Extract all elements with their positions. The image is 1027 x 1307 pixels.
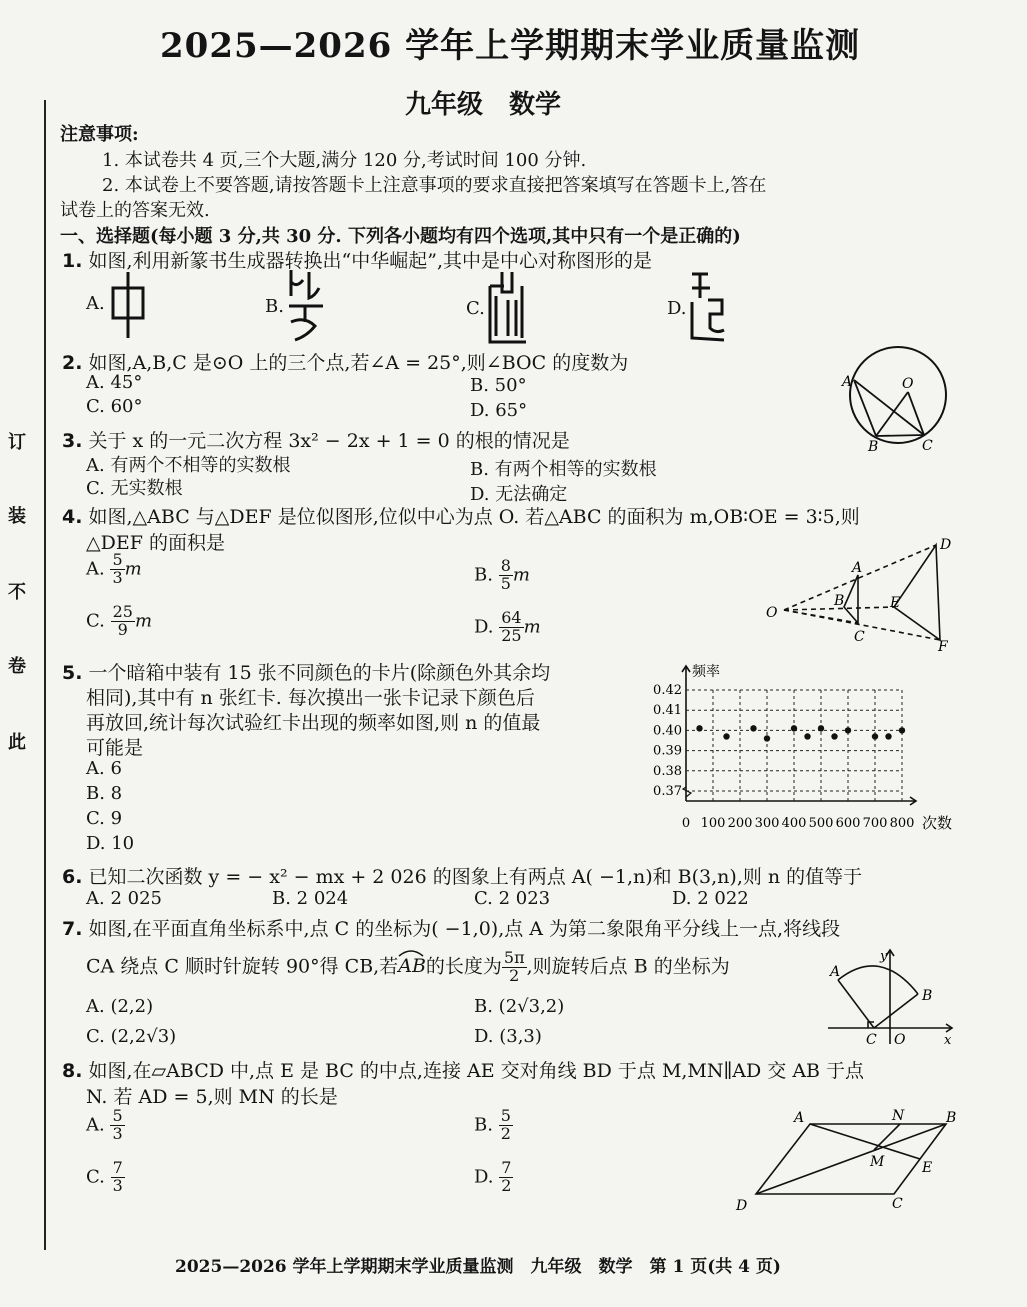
option: D. 10	[86, 833, 135, 854]
option: A. 2 025	[86, 888, 162, 909]
figure-label: E	[922, 1160, 933, 1176]
question-number: 3.	[62, 430, 83, 452]
data-point	[885, 733, 891, 739]
notice-item: 试卷上的答案无效.	[60, 200, 210, 221]
section-heading: 一、选择题(每小题 3 分,共 30 分. 下列各小题均有四个选项,其中只有一个是正确的)	[60, 226, 741, 247]
data-point	[764, 735, 770, 741]
fraction-option	[474, 1108, 513, 1143]
x-tick-label: 800	[889, 816, 915, 831]
binding-margin-line	[44, 100, 46, 1250]
question-4	[62, 502, 860, 529]
question-7	[62, 914, 840, 941]
option: D. 65°	[470, 400, 528, 421]
question-number: 2.	[62, 352, 83, 374]
numerator: 8	[500, 556, 511, 575]
question-number: 8.	[62, 1060, 83, 1082]
numerator: 7	[112, 1158, 123, 1177]
x-tick-label: 700	[862, 816, 888, 831]
y-tick-label: 0.42	[653, 683, 682, 698]
option-label: C.	[86, 1166, 105, 1188]
data-point	[723, 733, 729, 739]
denominator: 5	[500, 573, 511, 593]
option-label: A.	[86, 293, 105, 314]
arc-symbol	[398, 949, 424, 957]
figure-label: M	[870, 1154, 885, 1170]
figure-label: A	[852, 560, 863, 576]
x-tick-label: 200	[727, 816, 753, 831]
seal-char-qi-image	[688, 268, 728, 344]
binding-char: 装	[8, 506, 26, 527]
option: A. 有两个不相等的实数根	[86, 455, 291, 476]
figure-label: A	[830, 964, 841, 980]
figure-label: B	[834, 593, 845, 609]
fraction	[499, 1108, 513, 1143]
option-label: B.	[265, 296, 284, 317]
option-label: D.	[474, 616, 494, 638]
binding-char: 卷	[8, 656, 26, 677]
figure-label: E	[890, 595, 901, 611]
option: B. (2√3,2)	[474, 996, 565, 1017]
question-stem-cont: N. 若 AD = 5,则 MN 的长是	[86, 1086, 338, 1108]
denominator: 25	[501, 625, 522, 645]
data-point	[791, 725, 797, 731]
data-point	[804, 733, 810, 739]
option: C. (2,2√3)	[86, 1026, 177, 1047]
seal-char-hua-image	[285, 266, 330, 342]
question-stem-cont	[86, 950, 730, 985]
fraction-option	[474, 610, 541, 645]
question-8	[62, 1056, 864, 1083]
figure-label: A	[794, 1110, 805, 1126]
stem-part: CA 绕点 C 顺时针旋转 90°得 CB,若	[86, 955, 399, 978]
figure-label: B	[922, 988, 933, 1004]
frequency-chart	[640, 656, 970, 846]
numerator: 7	[501, 1158, 512, 1177]
x-tick-label: 300	[754, 816, 780, 831]
page-footer: 2025—2026 学年上学期期末学业质量监测 九年级 数学 第 1 页(共 4 页)	[175, 1257, 781, 1277]
y-tick-label: 0.39	[653, 743, 682, 759]
data-point	[899, 727, 905, 733]
y-tick-label: 0.37	[653, 784, 682, 799]
numerator: 5	[112, 550, 123, 569]
option: D. 无法确定	[470, 484, 568, 505]
option-label: B.	[474, 564, 493, 586]
figure-label: y	[880, 949, 888, 964]
question-stem: 如图,在平面直角坐标系中,点 C 的坐标为( −1,0),点 A 为第二象限角平分线上一点,将线段	[88, 918, 841, 940]
variable: m	[124, 558, 142, 580]
question-stem-cont: 相同),其中有 n 张红卡. 每次摸出一张卡记录下颜色后	[86, 687, 535, 709]
stem-part: 的长度为	[425, 955, 502, 978]
fraction	[111, 1160, 125, 1195]
fraction	[111, 604, 135, 639]
question-stem: 如图,A,B,C 是⊙O 上的三个点,若∠A = 25°,则∠BOC 的度数为	[88, 352, 629, 374]
option-label: D.	[667, 298, 687, 319]
question-stem: 如图,在▱ABCD 中,点 E 是 BC 的中点,连接 AE 交对角线 BD 于点 M,MN∥AD 交 AB 于点	[88, 1060, 865, 1082]
figure-label: B	[946, 1110, 957, 1126]
data-point	[696, 725, 702, 731]
question-stem-cont: 可能是	[86, 737, 144, 759]
x-tick-label: 500	[808, 816, 834, 831]
data-point	[872, 733, 878, 739]
stem-part: ,则旋转后点 B 的坐标为	[526, 955, 730, 978]
fraction-option	[86, 552, 142, 587]
denominator: 3	[112, 567, 123, 587]
question-3	[62, 426, 570, 453]
circle-figure	[838, 340, 958, 455]
fraction	[499, 558, 513, 593]
option: B. 有两个相等的实数根	[470, 459, 657, 480]
question-number: 7.	[62, 918, 83, 940]
variable: m	[523, 616, 541, 638]
binding-char: 订	[8, 432, 26, 453]
fraction	[499, 610, 523, 645]
parallelogram-figure	[728, 1102, 968, 1214]
option-label: C.	[466, 298, 485, 319]
denominator: 3	[112, 1175, 123, 1195]
numerator: 25	[112, 602, 133, 621]
option-label: B.	[474, 1114, 493, 1136]
fraction-option	[86, 604, 152, 639]
numerator: 5π	[503, 948, 525, 967]
x-axis-label: 次数	[922, 814, 953, 832]
seal-char-zhong-image	[108, 270, 148, 340]
fraction-option	[474, 1160, 513, 1195]
denominator: 9	[117, 619, 128, 639]
option-label: D.	[474, 1166, 494, 1188]
denominator: 2	[509, 965, 520, 985]
homothety-figure	[762, 535, 962, 655]
data-point	[845, 727, 851, 733]
fraction	[110, 1108, 124, 1143]
denominator: 2	[500, 1123, 511, 1143]
question-number: 1.	[62, 250, 83, 272]
exam-subtitle: 九年级 数学	[405, 90, 562, 120]
figure-label: O	[894, 1032, 906, 1048]
arc-notation	[398, 955, 426, 977]
option: A. 45°	[86, 372, 143, 393]
figure-label: O	[766, 605, 778, 621]
notice-item: 2. 本试卷上不要答题,请按答题卡上注意事项的要求直接把答案填写在答题卡上,答在	[102, 175, 767, 196]
notice-heading: 注意事项:	[60, 124, 139, 145]
option: C. 2 023	[474, 888, 551, 909]
x-tick-label: 100	[700, 816, 726, 831]
data-point	[831, 733, 837, 739]
fraction	[502, 950, 527, 985]
data-point	[818, 725, 824, 731]
figure-label: N	[892, 1108, 905, 1124]
figure-label: C	[892, 1196, 903, 1212]
arc-label: AB	[398, 955, 426, 978]
question-6	[62, 862, 862, 889]
option: D. 2 022	[672, 888, 749, 909]
fraction	[110, 552, 124, 587]
x-tick-label: 400	[781, 816, 807, 831]
figure-label: D	[736, 1198, 748, 1214]
question-number: 5.	[62, 662, 83, 684]
figure-label: O	[902, 376, 914, 392]
figure-label: C	[854, 629, 865, 645]
option-label: A.	[86, 1114, 105, 1136]
question-5	[62, 658, 550, 685]
fraction-option	[86, 1108, 125, 1143]
question-stem-cont: 再放回,统计每次试验红卡出现的频率如图,则 n 的值最	[86, 712, 541, 734]
y-axis-label: 频率	[692, 664, 720, 680]
data-point	[750, 725, 756, 731]
y-tick-label: 0.38	[653, 763, 682, 779]
question-stem-cont: △DEF 的面积是	[86, 532, 225, 554]
question-number: 4.	[62, 506, 83, 528]
variable: m	[134, 610, 153, 632]
question-stem: 一个暗箱中装有 15 张不同颜色的卡片(除颜色外其余均	[88, 662, 551, 684]
figure-label: F	[938, 639, 948, 655]
option-label: A.	[86, 558, 105, 580]
variable: m	[512, 564, 530, 586]
numerator: 5	[112, 1106, 123, 1125]
option: D. (3,3)	[474, 1026, 542, 1047]
option: B. 2 024	[272, 888, 349, 909]
x-tick-label: 0	[681, 816, 691, 831]
y-tick-label: 0.40	[653, 723, 682, 739]
option: C. 9	[86, 808, 123, 829]
figure-label: A	[842, 374, 853, 390]
notice-item: 1. 本试卷共 4 页,三个大题,满分 120 分,考试时间 100 分钟.	[102, 150, 587, 171]
option-label: C.	[86, 610, 105, 632]
numerator: 5	[500, 1106, 511, 1125]
question-stem: 如图,△ABC 与△DEF 是位似图形,位似中心为点 O. 若△ABC 的面积为 m,OB∶OE = 3∶5,则	[88, 506, 860, 528]
fraction-option	[86, 1160, 125, 1195]
numerator: 64	[501, 608, 522, 627]
question-2	[62, 348, 628, 375]
question-stem: 如图,利用新篆书生成器转换出“中华崛起”,其中是中心对称图形的是	[88, 250, 653, 272]
x-tick-label: 600	[835, 816, 861, 831]
fraction-option	[474, 558, 530, 593]
denominator: 3	[112, 1123, 123, 1143]
exam-title: 2025—2026 学年上学期期末学业质量监测	[160, 26, 861, 66]
y-tick-label: 0.41	[653, 703, 682, 719]
question-stem: 关于 x 的一元二次方程 3x² − 2x + 1 = 0 的根的情况是	[88, 430, 570, 452]
figure-label: C	[866, 1032, 877, 1048]
denominator: 2	[501, 1175, 512, 1195]
fraction	[499, 1160, 513, 1195]
axis-break	[683, 787, 691, 797]
figure-label: C	[922, 438, 933, 454]
rotation-figure	[824, 940, 964, 1052]
option: C. 60°	[86, 396, 143, 417]
option: B. 50°	[470, 375, 527, 396]
question-number: 6.	[62, 866, 83, 888]
option: A. 6	[86, 758, 122, 779]
option: C. 无实数根	[86, 478, 183, 499]
seal-char-jue-image	[486, 266, 531, 346]
question-stem: 已知二次函数 y = − x² − mx + 2 026 的图象上有两点 A( −1,n)和 B(3,n),则 n 的值等于	[88, 866, 863, 888]
option: B. 8	[86, 783, 123, 804]
binding-char: 不	[8, 582, 26, 603]
question-1	[62, 246, 652, 273]
binding-char: 此	[8, 732, 26, 753]
figure-label: x	[944, 1033, 952, 1048]
option: A. (2,2)	[86, 996, 154, 1017]
figure-label: D	[940, 537, 952, 553]
figure-label: B	[868, 439, 879, 455]
